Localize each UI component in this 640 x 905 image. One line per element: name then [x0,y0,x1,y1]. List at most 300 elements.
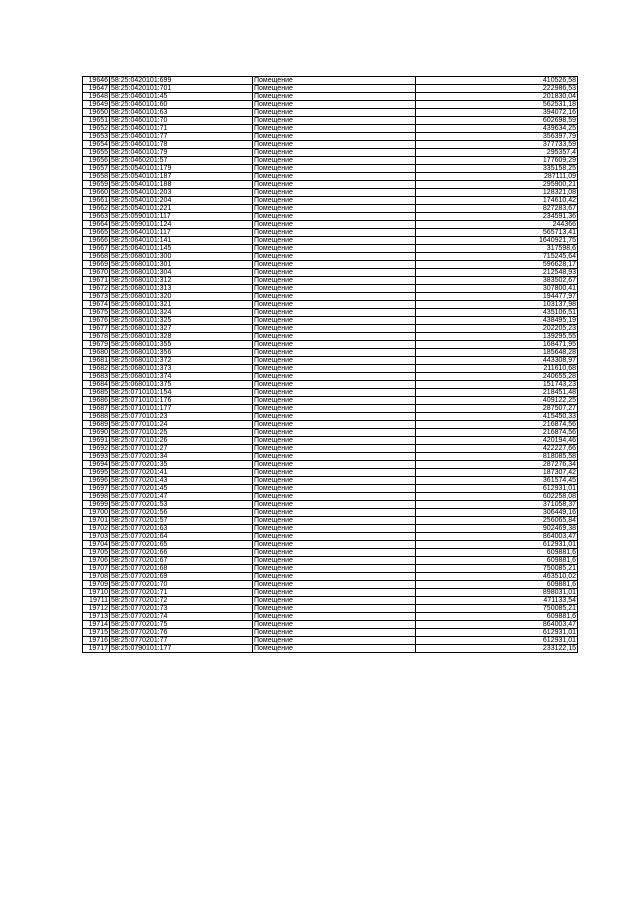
cadastral-value-cell: 818085,58 [416,453,578,461]
cadastral-number-cell: 58:25:0710101:177 [110,405,253,413]
row-number-cell: 19705 [83,549,110,557]
table-row [83,93,578,101]
cadastral-value-cell: 194477,97 [416,293,578,301]
table-row [83,509,578,517]
object-type-cell: Помещение [253,149,416,157]
object-type-cell: Помещение [253,445,416,453]
cadastral-value-cell: 410526,58 [416,77,578,85]
table-row [83,237,578,245]
object-type-cell: Помещение [253,277,416,285]
row-number-cell: 19684 [83,381,110,389]
cadastral-value-cell: 185648,28 [416,349,578,357]
table-row [83,461,578,469]
table-row [83,389,578,397]
cadastral-number-cell: 58:25:0770201:64 [110,533,253,541]
object-type-cell: Помещение [253,541,416,549]
cadastral-number-cell: 58:25:0710101:176 [110,397,253,405]
row-number-cell: 19710 [83,589,110,597]
row-number-cell: 19701 [83,517,110,525]
cadastral-value-cell: 202205,23 [416,325,578,333]
table-row [83,229,578,237]
cadastral-value-cell: 306449,16 [416,509,578,517]
table-row [83,445,578,453]
cadastral-value-cell: 128321,08 [416,189,578,197]
cadastral-value-cell: 177609,29 [416,157,578,165]
object-type-cell: Помещение [253,453,416,461]
object-type-cell: Помещение [253,421,416,429]
cadastral-number-cell: 58:25:0770201:77 [110,637,253,645]
cadastral-number-cell: 58:25:0540101:187 [110,173,253,181]
row-number-cell: 19702 [83,525,110,533]
table-row [83,269,578,277]
cadastral-value-cell: 864003,47 [416,533,578,541]
cadastral-number-cell: 58:25:0790101:177 [110,645,253,653]
object-type-cell: Помещение [253,125,416,133]
cadastral-value-cell: 415450,33 [416,413,578,421]
cadastral-value-cell: 443308,97 [416,357,578,365]
cadastral-value-cell: 394072,16 [416,109,578,117]
object-type-cell: Помещение [253,413,416,421]
object-type-cell: Помещение [253,357,416,365]
object-type-cell: Помещение [253,645,416,653]
object-type-cell: Помещение [253,509,416,517]
row-number-cell: 19669 [83,261,110,269]
cadastral-number-cell: 58:25:0770201:47 [110,493,253,501]
table-row [83,597,578,605]
row-number-cell: 19681 [83,357,110,365]
row-number-cell: 19696 [83,477,110,485]
object-type-cell: Помещение [253,341,416,349]
row-number-cell: 19656 [83,157,110,165]
cadastral-number-cell: 58:25:0680101:355 [110,341,253,349]
row-number-cell: 19691 [83,437,110,445]
cadastral-number-cell: 58:25:0680101:374 [110,373,253,381]
object-type-cell: Помещение [253,613,416,621]
row-number-cell: 19687 [83,405,110,413]
row-number-cell: 19653 [83,133,110,141]
cadastral-number-cell: 58:25:0460101:78 [110,141,253,149]
row-number-cell: 19652 [83,125,110,133]
row-number-cell: 19714 [83,621,110,629]
cadastral-number-cell: 58:25:0770201:65 [110,541,253,549]
table-row [83,261,578,269]
table-row [83,573,578,581]
table-body [83,77,578,653]
row-number-cell: 19699 [83,501,110,509]
table-row [83,525,578,533]
object-type-cell: Помещение [253,197,416,205]
cadastral-value-cell: 902469,38 [416,525,578,533]
object-type-cell: Помещение [253,549,416,557]
object-type-cell: Помещение [253,557,416,565]
object-type-cell: Помещение [253,101,416,109]
cadastral-number-cell: 58:25:0770201:35 [110,461,253,469]
cadastral-value-cell: 609881,6 [416,549,578,557]
object-type-cell: Помещение [253,621,416,629]
row-number-cell: 19717 [83,645,110,653]
table-row [83,117,578,125]
cadastral-number-cell: 58:25:0770201:72 [110,597,253,605]
cadastral-number-cell: 58:25:0460101:45 [110,93,253,101]
table-row [83,557,578,565]
cadastral-value-cell: 233122,15 [416,645,578,653]
cadastral-value-cell: 422227,66 [416,445,578,453]
cadastral-number-cell: 58:25:0710101:154 [110,389,253,397]
cadastral-value-cell: 295357,4 [416,149,578,157]
cadastral-value-cell: 168471,95 [416,341,578,349]
cadastral-number-cell: 58:25:0460101:79 [110,149,253,157]
row-number-cell: 19674 [83,301,110,309]
row-number-cell: 19675 [83,309,110,317]
cadastral-value-cell: 218451,48 [416,389,578,397]
cadastral-number-cell: 58:25:0770201:45 [110,485,253,493]
cadastral-number-cell: 58:25:0770201:63 [110,525,253,533]
row-number-cell: 19683 [83,373,110,381]
cadastral-value-cell: 898031,01 [416,589,578,597]
row-number-cell: 19708 [83,573,110,581]
row-number-cell: 19655 [83,149,110,157]
object-type-cell: Помещение [253,581,416,589]
object-type-cell: Помещение [253,477,416,485]
row-number-cell: 19661 [83,197,110,205]
table-row [83,613,578,621]
object-type-cell: Помещение [253,605,416,613]
cadastral-number-cell: 58:25:0770201:41 [110,469,253,477]
row-number-cell: 19679 [83,341,110,349]
object-type-cell: Помещение [253,597,416,605]
table-row [83,141,578,149]
row-number-cell: 19693 [83,453,110,461]
table-row [83,173,578,181]
row-number-cell: 19676 [83,317,110,325]
table-row [83,133,578,141]
table-row [83,205,578,213]
table-row [83,605,578,613]
cadastral-value-cell: 240655,28 [416,373,578,381]
row-number-cell: 19678 [83,333,110,341]
row-number-cell: 19711 [83,597,110,605]
row-number-cell: 19697 [83,485,110,493]
table-row [83,301,578,309]
object-type-cell: Помещение [253,461,416,469]
cadastral-number-cell: 58:25:0770201:73 [110,605,253,613]
table-row [83,349,578,357]
cadastral-value-cell: 750085,21 [416,605,578,613]
object-type-cell: Помещение [253,301,416,309]
row-number-cell: 19713 [83,613,110,621]
row-number-cell: 19716 [83,637,110,645]
cadastral-value-cell: 471133,54 [416,597,578,605]
row-number-cell: 19715 [83,629,110,637]
row-number-cell: 19689 [83,421,110,429]
cadastral-value-cell: 256065,84 [416,517,578,525]
row-number-cell: 19658 [83,173,110,181]
row-number-cell: 19690 [83,429,110,437]
object-type-cell: Помещение [253,373,416,381]
object-type-cell: Помещение [253,157,416,165]
cadastral-number-cell: 58:25:0770201:43 [110,477,253,485]
cadastral-value-cell: 335158,25 [416,165,578,173]
cadastral-number-cell: 58:25:0770201:71 [110,589,253,597]
object-type-cell: Помещение [253,309,416,317]
cadastral-number-cell: 58:25:0680101:328 [110,333,253,341]
object-type-cell: Помещение [253,637,416,645]
row-number-cell: 19664 [83,221,110,229]
row-number-cell: 19677 [83,325,110,333]
table-row [83,365,578,373]
object-type-cell: Помещение [253,405,416,413]
cadastral-value-cell: 612931,01 [416,541,578,549]
cadastral-value-cell: 139295,55 [416,333,578,341]
cadastral-value-cell: 1640921,75 [416,237,578,245]
cadastral-value-cell: 409122,25 [416,397,578,405]
row-number-cell: 19648 [83,93,110,101]
object-type-cell: Помещение [253,493,416,501]
row-number-cell: 19646 [83,77,110,85]
cadastral-number-cell: 58:25:0680101:304 [110,269,253,277]
row-number-cell: 19665 [83,229,110,237]
table-row [83,157,578,165]
object-type-cell: Помещение [253,525,416,533]
object-type-cell: Помещение [253,253,416,261]
table-row [83,565,578,573]
row-number-cell: 19698 [83,493,110,501]
object-type-cell: Помещение [253,565,416,573]
cadastral-value-cell: 715245,64 [416,253,578,261]
cadastral-number-cell: 58:25:0540101:204 [110,197,253,205]
table-row [83,621,578,629]
cadastral-number-cell: 58:25:0540101:188 [110,181,253,189]
row-number-cell: 19704 [83,541,110,549]
cadastral-value-cell: 435106,51 [416,309,578,317]
cadastral-number-cell: 58:25:0680101:300 [110,253,253,261]
row-number-cell: 19709 [83,581,110,589]
cadastral-value-cell: 287276,34 [416,461,578,469]
cadastral-value-cell: 438495,19 [416,317,578,325]
cadastral-value-cell: 361574,45 [416,477,578,485]
object-type-cell: Помещение [253,221,416,229]
cadastral-value-cell: 377733,59 [416,141,578,149]
cadastral-number-cell: 58:25:0680101:327 [110,325,253,333]
table-row [83,437,578,445]
object-type-cell: Помещение [253,165,416,173]
table-row [83,517,578,525]
cadastral-number-cell: 58:25:0770101:24 [110,421,253,429]
cadastral-number-cell: 58:25:0420101:699 [110,77,253,85]
cadastral-value-cell: 565713,41 [416,229,578,237]
cadastral-value-cell: 609881,6 [416,557,578,565]
table-row [83,413,578,421]
object-type-cell: Помещение [253,77,416,85]
cadastral-number-cell: 58:25:0680101:356 [110,349,253,357]
table-row [83,381,578,389]
table-row [83,533,578,541]
cadastral-value-cell: 612931,01 [416,637,578,645]
row-number-cell: 19682 [83,365,110,373]
table-row [83,101,578,109]
cadastral-value-cell: 287111,09 [416,173,578,181]
object-type-cell: Помещение [253,469,416,477]
cadastral-number-cell: 58:25:0590101:117 [110,213,253,221]
row-number-cell: 19651 [83,117,110,125]
table-row [83,317,578,325]
cadastral-number-cell: 58:25:0770201:57 [110,517,253,525]
cadastral-number-cell: 58:25:0770201:34 [110,453,253,461]
object-type-cell: Помещение [253,317,416,325]
table-row [83,285,578,293]
cadastral-number-cell: 58:25:0770101:26 [110,437,253,445]
table-row [83,397,578,405]
row-number-cell: 19703 [83,533,110,541]
table-row [83,341,578,349]
row-number-cell: 19685 [83,389,110,397]
table-row [83,125,578,133]
object-type-cell: Помещение [253,213,416,221]
table-row [83,277,578,285]
cadastral-value-cell: 201830,04 [416,93,578,101]
row-number-cell: 19660 [83,189,110,197]
row-number-cell: 19695 [83,469,110,477]
row-number-cell: 19673 [83,293,110,301]
cadastral-value-cell: 212548,93 [416,269,578,277]
cadastral-number-cell: 58:25:0540101:179 [110,165,253,173]
object-type-cell: Помещение [253,261,416,269]
cadastral-number-cell: 58:25:0770201:75 [110,621,253,629]
cadastral-value-cell: 463510,02 [416,573,578,581]
cadastral-value-cell: 562531,18 [416,101,578,109]
cadastral-number-cell: 58:25:0770201:66 [110,549,253,557]
object-type-cell: Помещение [253,245,416,253]
cadastral-number-cell: 58:25:0460101:70 [110,117,253,125]
table-row [83,453,578,461]
object-type-cell: Помещение [253,437,416,445]
cadastral-value-cell: 609881,6 [416,581,578,589]
row-number-cell: 19649 [83,101,110,109]
row-number-cell: 19686 [83,397,110,405]
cadastral-value-cell: 383502,67 [416,277,578,285]
cadastral-value-cell: 187307,42 [416,469,578,477]
row-number-cell: 19707 [83,565,110,573]
table-row [83,213,578,221]
object-type-cell: Помещение [253,205,416,213]
object-type-cell: Помещение [253,389,416,397]
cadastral-number-cell: 58:25:0770101:27 [110,445,253,453]
cadastral-value-cell: 234591,36 [416,213,578,221]
cadastral-value-cell: 439634,25 [416,125,578,133]
table-row [83,309,578,317]
table-row [83,253,578,261]
cadastral-value-cell: 216874,56 [416,421,578,429]
table-row [83,189,578,197]
table-row [83,645,578,653]
table-row [83,357,578,365]
cadastral-value-cell: 216874,56 [416,429,578,437]
cadastral-value-cell: 827283,67 [416,205,578,213]
cadastral-number-cell: 58:25:0590101:124 [110,221,253,229]
cadastral-value-cell: 222986,53 [416,85,578,93]
cadastral-value-cell: 307800,41 [416,285,578,293]
cadastral-value-cell: 609881,6 [416,613,578,621]
table-row [83,245,578,253]
table-row [83,221,578,229]
cadastral-number-cell: 58:25:0770201:69 [110,573,253,581]
cadastral-number-cell: 58:25:0460101:77 [110,133,253,141]
row-number-cell: 19666 [83,237,110,245]
cadastral-value-cell: 317598,6 [416,245,578,253]
object-type-cell: Помещение [253,381,416,389]
cadastral-number-cell: 58:25:0680101:313 [110,285,253,293]
object-type-cell: Помещение [253,325,416,333]
row-number-cell: 19706 [83,557,110,565]
cadastral-number-cell: 58:25:0680101:325 [110,317,253,325]
table-row [83,493,578,501]
cadastral-value-cell: 612931,01 [416,485,578,493]
table-row [83,77,578,85]
table-row [83,477,578,485]
table-row [83,109,578,117]
row-number-cell: 19672 [83,285,110,293]
table-row [83,197,578,205]
table-row [83,629,578,637]
table-row [83,589,578,597]
row-number-cell: 19712 [83,605,110,613]
cadastral-number-cell: 58:25:0680101:324 [110,309,253,317]
cadastral-number-cell: 58:25:0460101:63 [110,109,253,117]
row-number-cell: 19663 [83,213,110,221]
table-row [83,181,578,189]
cadastral-number-cell: 58:25:0680101:321 [110,301,253,309]
row-number-cell: 19647 [83,85,110,93]
cadastral-value-cell: 602258,08 [416,493,578,501]
cadastral-number-cell: 58:25:0770201:76 [110,629,253,637]
cadastral-number-cell: 58:25:0770101:25 [110,429,253,437]
object-type-cell: Помещение [253,189,416,197]
cadastral-number-cell: 58:25:0460101:71 [110,125,253,133]
row-number-cell: 19662 [83,205,110,213]
cadastral-number-cell: 58:25:0770101:23 [110,413,253,421]
object-type-cell: Помещение [253,181,416,189]
table-row [83,165,578,173]
cadastral-value-cell: 596628,17 [416,261,578,269]
table-row [83,429,578,437]
object-type-cell: Помещение [253,485,416,493]
table-row [83,637,578,645]
table-row [83,469,578,477]
cadastral-number-cell: 58:25:0460101:60 [110,101,253,109]
cadastral-number-cell: 58:25:0770201:67 [110,557,253,565]
object-type-cell: Помещение [253,269,416,277]
table-row [83,405,578,413]
table-row [83,149,578,157]
cadastral-value-cell: 602698,59 [416,117,578,125]
cadastral-number-cell: 58:25:0770201:68 [110,565,253,573]
cadastral-value-cell: 211610,68 [416,365,578,373]
cadastral-number-cell: 58:25:0540101:203 [110,189,253,197]
cadastral-number-cell: 58:25:0770201:56 [110,509,253,517]
cadastral-number-cell: 58:25:0420101:701 [110,85,253,93]
table-row [83,325,578,333]
table-row [83,333,578,341]
object-type-cell: Помещение [253,293,416,301]
cadastral-number-cell: 58:25:0640101:141 [110,237,253,245]
object-type-cell: Помещение [253,517,416,525]
object-type-cell: Помещение [253,133,416,141]
cadastral-number-cell: 58:25:0680101:320 [110,293,253,301]
cadastral-value-cell: 295900,21 [416,181,578,189]
table-row [83,85,578,93]
cadastral-number-cell: 58:25:0680101:301 [110,261,253,269]
cadastral-number-cell: 58:25:0680101:312 [110,277,253,285]
